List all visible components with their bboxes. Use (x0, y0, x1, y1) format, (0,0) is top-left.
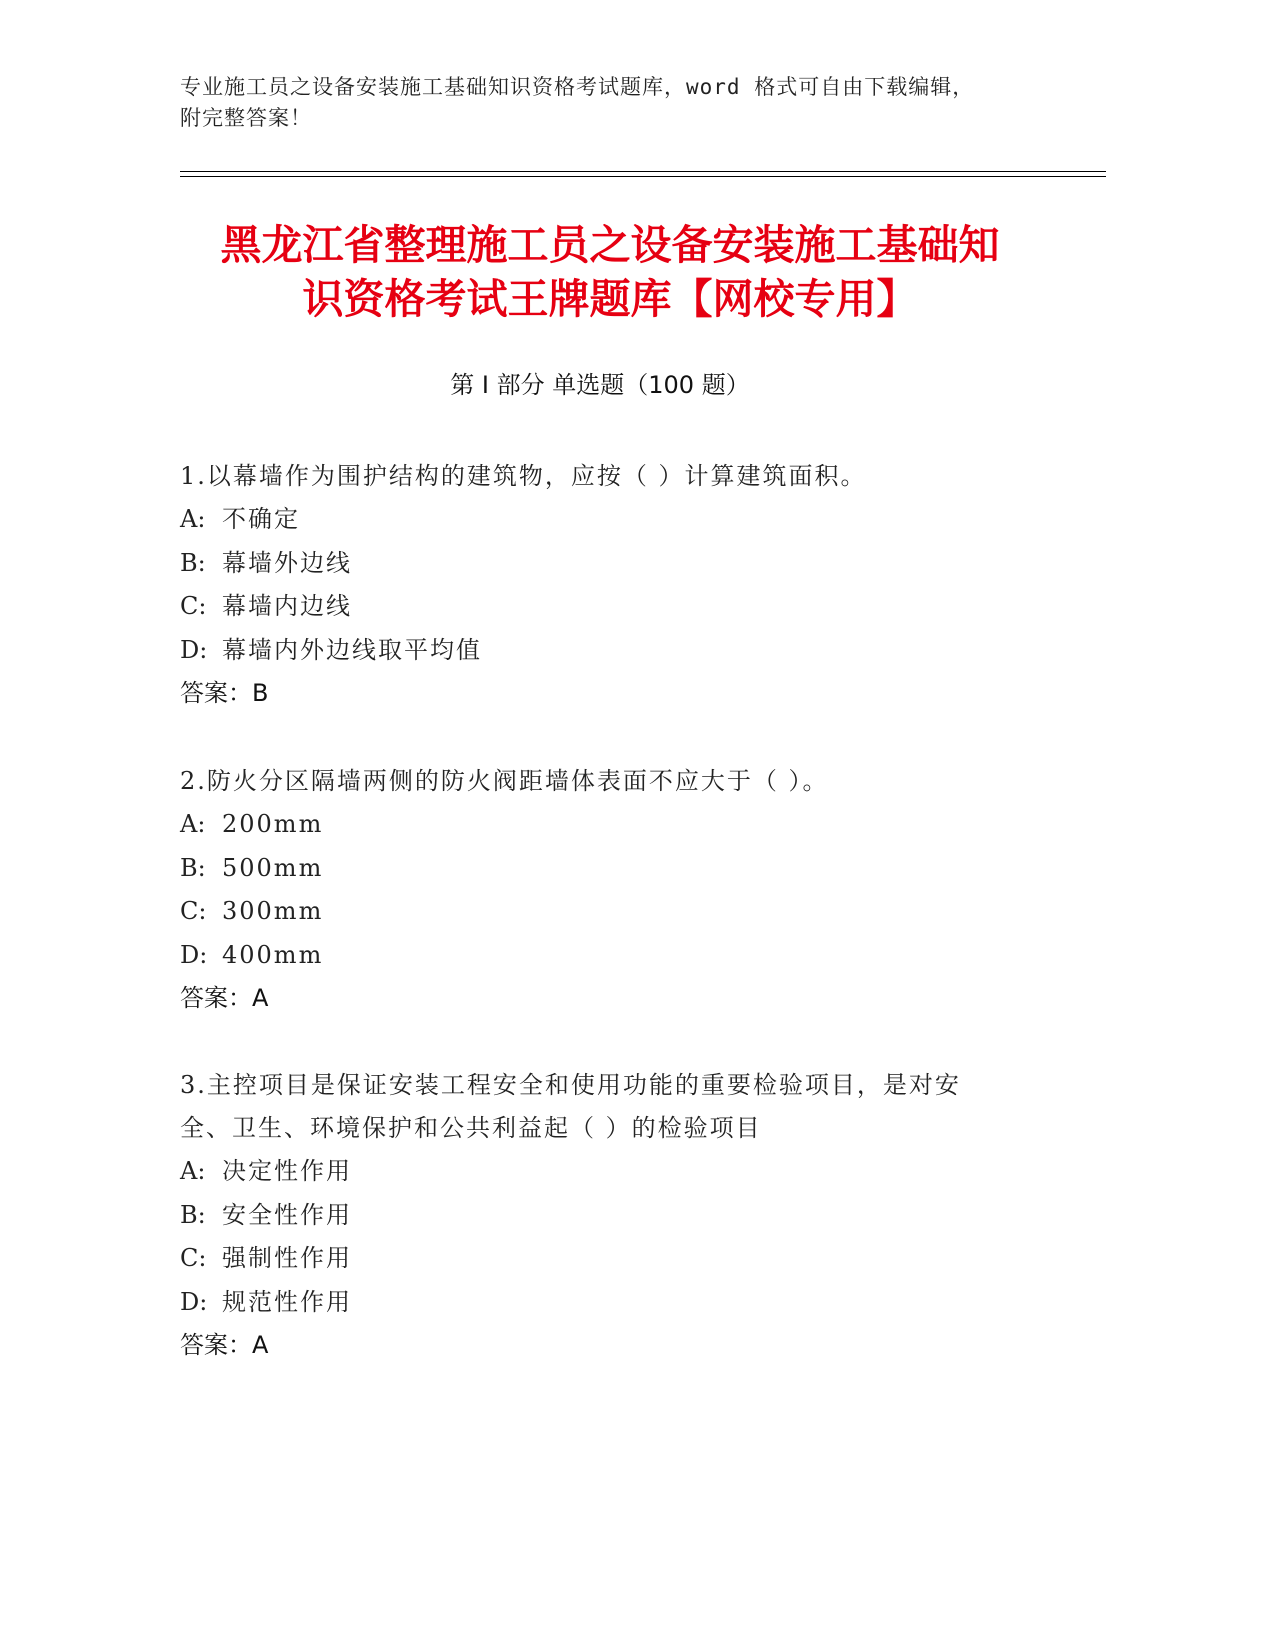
option-a (180, 498, 1040, 542)
document-title (160, 218, 1060, 326)
option-letter: B: (180, 1200, 206, 1229)
option-letter: C: (180, 897, 207, 925)
option-letter: C: (180, 1244, 207, 1272)
option-letter: D: (180, 635, 208, 664)
option-text: 安全性作用 (222, 1200, 352, 1229)
option-letter: A: (180, 1157, 206, 1185)
document-title-line: 黑龙江省整理施工员之设备安装施工基础知 (220, 221, 1000, 269)
option-text: 500mm (222, 853, 324, 882)
option-text: 200mm (222, 810, 324, 838)
question-stem (180, 760, 1040, 803)
option-c (180, 585, 1040, 629)
question-stem (180, 1064, 1040, 1150)
option-text: 幕墙内边线 (222, 592, 352, 620)
option-text: 幕墙外边线 (222, 548, 352, 577)
option-letter: B: (180, 548, 206, 577)
document-title-line: 识资格考试王牌题库【网校专用】 (302, 275, 918, 323)
option-d (180, 1281, 1040, 1325)
option-letter: A: (180, 810, 206, 838)
option-text: 规范性作用 (222, 1287, 352, 1316)
option-b (180, 1194, 1040, 1238)
question-stem-line: 全、卫生、环境保护和公共利益起（ ）的检验项目 (180, 1114, 762, 1142)
answer-line: 答案：A (180, 984, 269, 1012)
option-letter: B: (180, 853, 206, 882)
header-note-line: 专业施工员之设备安装施工基础知识资格考试题库，word 格式可自由下载编辑， (180, 75, 975, 99)
question-stem-line: 2.防火分区隔墙两侧的防火阀距墙体表面不应大于（ ）。 (180, 767, 829, 795)
option-text: 300mm (222, 897, 324, 925)
header-divider-bottom (180, 176, 1106, 177)
option-letter: A: (180, 505, 206, 533)
header-note-line: 附完整答案！ (180, 106, 312, 130)
section-heading: 第 I 部分 单选题（100 题） (450, 371, 750, 399)
option-b (180, 847, 1040, 891)
option-c (180, 890, 1040, 934)
option-d (180, 934, 1040, 978)
option-letter: D: (180, 1287, 208, 1316)
answer-line: 答案：B (180, 679, 269, 707)
option-a (180, 803, 1040, 847)
option-letter: C: (180, 592, 207, 620)
option-letter: D: (180, 940, 208, 969)
option-b (180, 542, 1040, 586)
question-3 (180, 1064, 1040, 1367)
question-stem-line: 1.以幕墙作为围护结构的建筑物，应按（ ）计算建筑面积。 (180, 462, 867, 490)
option-c (180, 1237, 1040, 1281)
question-stem (180, 455, 1040, 498)
option-text: 幕墙内外边线取平均值 (222, 635, 482, 664)
answer-line: 答案：A (180, 1331, 269, 1359)
option-text: 强制性作用 (222, 1244, 352, 1272)
header-divider-top (180, 171, 1106, 172)
option-text: 不确定 (222, 505, 300, 533)
option-d (180, 629, 1040, 673)
option-a (180, 1150, 1040, 1194)
question-stem-line: 3.主控项目是保证安装工程安全和使用功能的重要检验项目，是对安 (180, 1071, 961, 1099)
header-note (180, 72, 1080, 134)
option-text: 决定性作用 (222, 1157, 352, 1185)
option-text: 400mm (222, 940, 324, 969)
question-1 (180, 455, 1040, 715)
question-2 (180, 760, 1040, 1020)
